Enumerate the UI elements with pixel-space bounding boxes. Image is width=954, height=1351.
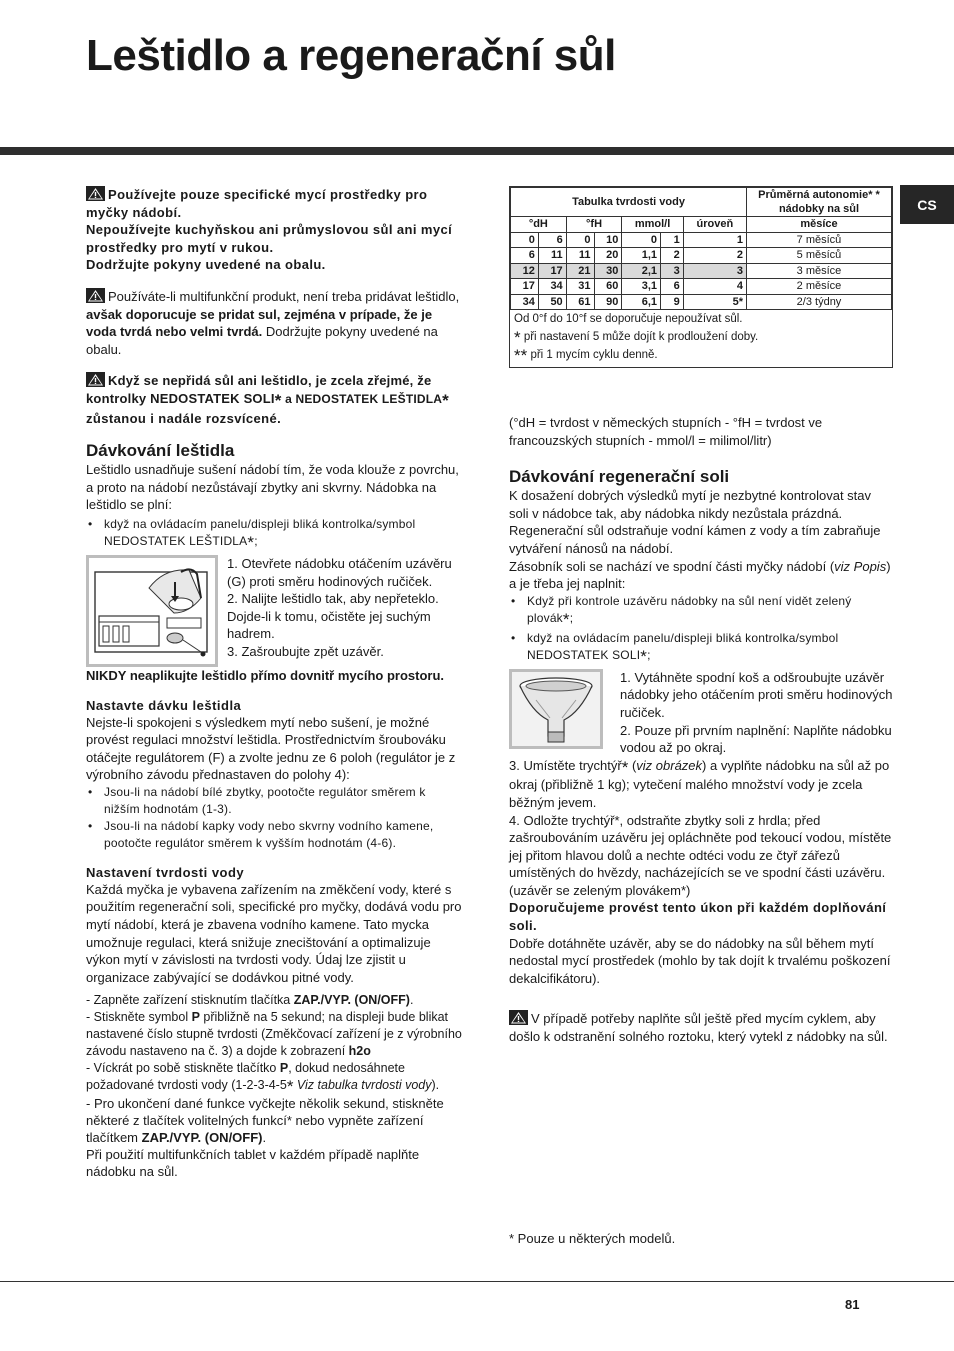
asterisk: * [562,609,570,629]
warning-icon [86,288,105,303]
multifunction-text-a: Používáte-li multifunkční produkt, není treba pridávat leštidlo, [108,288,460,304]
cell: 6 [661,279,684,295]
punctuation: ; [254,533,258,548]
cell: 0 [622,232,661,248]
cell: 1 [683,232,746,248]
rinse-aid-dose-heading: Nastavte dávku leštidla [86,697,242,713]
cell: 31 [566,279,594,295]
cell: 34 [538,279,566,295]
button-name: ZAP./VYP. (ON/OFF) [141,1130,263,1146]
col-fh: °fH [566,217,622,233]
cell: 11 [538,248,566,264]
cell: 50 [538,294,566,310]
col-months: měsíce [747,217,892,233]
warning-icon [509,1010,528,1025]
warning-text-3: Dodržujte pokyny uvedené na obalu. [86,257,326,273]
cell: 11 [566,248,594,264]
asterisk: * [640,646,648,666]
cell: 17 [538,263,566,279]
funnel-drawing [512,672,600,746]
right-column [509,186,893,1046]
cell: 0 [566,232,594,248]
salt-instructions [509,669,893,757]
footnote: * Pouze u některých modelů. [509,1231,676,1246]
asterisk: * [286,1077,294,1097]
asterisk: * [514,328,521,347]
cell: 2 [683,248,746,264]
punctuation: ( [628,757,637,773]
list-item: • Jsou-li na nádobí kapky vody nebo skvrny vodního kamene, pootočte regulátor směrem k vyšším hodnotám (4-6). [86,818,463,852]
salt-heading: Dávkování regenerační soli [509,467,730,487]
button-name: ZAP./VYP. (ON/OFF) [293,993,410,1008]
cell: 30 [594,263,622,279]
cell: 2 [661,248,684,264]
step-text: - Zapněte zařízení stisknutím tlačítka [86,993,294,1008]
step-text: - Stiskněte symbol [86,1010,192,1025]
cell: 5 měsíců [747,248,892,264]
col-level: úroveň [683,217,746,233]
salt-recommendation: Doporučujeme provést tento úkon při každém doplňování soli. [509,900,887,934]
salt-conditions-list [509,593,893,665]
cell: 6,1 [622,294,661,310]
cell: 10 [594,232,622,248]
rinse-aid-instructions [86,555,463,667]
water-hardness-heading: Nastavení tvrdosti vody [86,864,245,880]
warning-detergents [86,186,463,274]
table-row-highlighted [511,263,892,279]
punctuation: . [262,1130,267,1146]
table-note: při nastavení 5 může dojít k prodloužení doby. [523,331,759,343]
cell: 20 [594,248,622,264]
asterisk: * [247,532,255,552]
asterisk: ** [514,346,528,365]
rinse-aid-bullet: když na ovládacím panelu/displeji bliká kontrolka/symbol NEDOSTATEK LEŠTIDLA [104,516,416,548]
multifunction-tablets-note: Při použití multifunkčních tablet v každém případě naplňte nádobku na sůl. [86,1147,420,1180]
table-row [511,248,892,264]
water-hardness-text: Každá myčka je vybavena zařízením na změkčení vody, které s použitím regenerační soli, specifické pro myčky, dodává vodu pro mytí nádobí, která je zbavena vodního kamene. Tato mycka umožnuje regulaci, která snižuje znecištování a optimalizuje výkon mytí v závislosti na tvrdosti vody. Údaj lze zjistit u organizace zabývající se dodávkou pitné vody. [86,881,462,985]
multifunction-text-c: Dodržujte pokyny uvedené na obalu. [86,324,438,357]
water-hardness-table-box [509,186,893,368]
rinse-aid-dispenser-illustration [86,555,218,667]
rinse-aid-heading: Dávkování leštidla [86,441,235,461]
rinse-aid-list [86,516,463,551]
rinse-aid-dose-list [86,784,463,852]
cell: 1,1 [622,248,661,264]
warning-text-2: Nepoužívejte kuchyňskou ani průmyslovou sůl ani mycí prostředky pro mytí v rukou. [86,222,453,255]
cell: 0 [511,232,539,248]
list-item [509,593,893,628]
table-reference: Viz tabulka tvrdosti vody [293,1078,432,1093]
salt-close-cap-note: Dobře dotáhněte uzávěr, aby se do nádobky na sůl během mytí nedostal mycí prostředek (mohlo by tak dojít k trvalému poškození dekalcifikátoru). [509,935,891,986]
table-notes [510,310,892,367]
cell: 34 [511,294,539,310]
dispenser-drawing [89,558,215,664]
asterisk: * [442,390,449,410]
warning-icon [86,186,105,201]
cell: 3 [683,263,746,279]
left-column [86,186,463,1180]
warning-text-1: Používejte pouze specifické mycí prostředky pro myčky nádobí. [86,187,428,220]
page-title: Leštidlo a regenerační sůl [86,31,616,80]
cell: 4 [683,279,746,295]
table-title: Tabulka tvrdosti vody [511,188,747,217]
cell: 90 [594,294,622,310]
table-note: při 1 mycím cyklu denně. [530,349,658,361]
display-code: h2o [348,1044,371,1059]
punctuation: ; [569,610,574,625]
asterisk: * [621,757,629,777]
cell: 7 měsíců [747,232,892,248]
page-number: 81 [845,1297,860,1312]
cell: 2/3 týdny [747,294,892,310]
language-tab: CS [900,185,954,224]
cell: 21 [566,263,594,279]
list-item [509,630,893,665]
salt-condition: Když při kontrole uzávěru nádobky na sůl není vidět zelený plovák [527,593,852,625]
punctuation: ). [431,1078,440,1093]
salt-intro-end: ) a je třeba jej naplnit: [509,558,891,592]
water-hardness-table [510,187,892,310]
step-text: , dokud nedosáhnete požadované tvrdosti vody (1-2-3-4-5 [86,1061,405,1093]
description-reference: viz Popis [834,558,887,574]
cell: 3 měsíce [747,263,892,279]
salt-step-4: 4. Odložte trychtýř*, odstraňte zbytky soli z hrdla; před zašroubováním uzávěru jej opláchněte pod tekoucí vodou, místěte jej přitom hlavou dolů a nechte odtéci vodu ze čtyř zářezů umístěných do hvězdy, nacházejících se ve spodní části uzávěru. (uzávěr se zeleným plovákem*) [509,812,892,898]
salt-intro: K dosažení dobrých výsledků mytí je nezbytné kontrolovat stav soli v nádobce tak, aby nádobka nikdy nezůstala prázdná. Regenerační sůl odstraňuje vodní kámen z vody a tím zabraňuje vytváření nánosů na nádobí. Zásobník soli se nachází ve spodní části myčky nádobí ( [509,488,881,574]
table-row [511,294,892,310]
rinse-aid-intro: Leštidlo usnadňuje sušení nádobí tím, že voda klouže z povrchu, a proto na nádobí nezůstávají zbytky ani skvrny. Nádobka na leštidlo se plní: [86,462,459,513]
col-mmol: mmol/l [622,217,683,233]
cell: 60 [594,279,622,295]
salt-step-3-text: ) a vyplňte nádobku na sůl až po okraj (přibližně 1 kg); vytečení malého množství vody je zcela běžným jevem. [509,757,890,810]
warning-multifunction [86,288,463,358]
step-text: přibližně na 5 sekund; na displeji bude blikat nastavené číslo stupně tvrdosti (Změkčovací zařízení je z výrobního závodu nastaveno na č. 3) a dojde k zobrazení [86,1010,462,1059]
rinse-aid-never-warning: NIKDY neaplikujte leštidlo přímo dovnitř mycího prostoru. [86,667,445,683]
salt-step-3: 3. Umístěte trychtýř [509,757,622,773]
list-item: • Jsou-li na nádobí bílé zbytky, pootočte regulátor směrem k nižším hodnotám (1-3). [86,784,463,818]
cell: 3 [661,263,684,279]
cell: 6 [538,232,566,248]
salt-funnel-illustration [509,669,603,749]
punctuation: . [409,993,414,1008]
col-dh: °dH [511,217,567,233]
step-text: - Pro ukončení dané funkce vyčkejte několik sekund, stiskněte některé z tlačítek volitelných funkcí* nebo vypněte zařízení tlačítkem [86,1096,444,1146]
warning-indicators [86,372,463,427]
indicators-text-a: Když se nepřidá sůl ani leštidlo, je zcela zřejmé, že kontrolky NEDOSTATEK SOLI [86,373,432,406]
footer-rule [0,1281,954,1282]
cell: 9 [661,294,684,310]
table-note: Od 0°f do 10°f se doporučuje nepoužívat sůl. [514,313,743,325]
punctuation: ; [647,647,651,662]
cell: 17 [511,279,539,295]
cell: 12 [511,263,539,279]
rinse-aid-dose-text: Nejste-li spokojeni s výsledkem mytí nebo sušení, je možné provést regulaci množství leštidla. Prostřednictvím šroubováku otáčejte regulátorem (F) a zvolte jednu ze 6 poloh (regulátor je z výrobního závodu přednastaven do polohy 4): [86,714,456,783]
cell: 3,1 [622,279,661,295]
cell: 5* [683,294,746,310]
cell: 1 [661,232,684,248]
cell: 2,1 [622,263,661,279]
cell: 6 [511,248,539,264]
step-text: - Víckrát po sobě stiskněte tlačítko [86,1061,280,1076]
table-row [511,232,892,248]
warning-icon [86,372,105,387]
indicators-text-b: a NEDOSTATEK LEŠTIDLA [281,391,443,406]
button-name: P [279,1061,289,1076]
figure-reference: viz obrázek [636,757,703,773]
rinse-aid-steps: 1. Otevřete nádobku otáčením uzávěru (G) proti směru hodinových ručiček. 2. Nalijte leštidlo tak, aby nepřeteklo. Dojde-li k tomu, očistěte jej suchým hadrem. 3. Zašroubujte zpět uzávěr. [227,555,452,659]
indicators-text-c: zůstanou i nadále rozsvícené. [86,410,282,426]
autonomy-header: Průměrná autonomie* * nádobky na sůl [747,188,892,217]
cell: 2 měsíce [747,279,892,295]
salt-steps-1-2: 1. Vytáhněte spodní koš a odšroubujte uzávěr nádobky jeho otáčením proti směru hodinových ručiček. 2. Pouze při prvním naplnění: Naplňte nádobku vodou až po okraj. [620,669,893,756]
salt-condition: když na ovládacím panelu/displeji bliká kontrolka/symbol NEDOSTATEK SOLI [527,630,839,662]
salt-warning [509,1010,893,1045]
multifunction-text-b: avšak doporucuje se pridat sul, zejména v prípade, že je voda tvrdá nebo velmi tvrdá. [86,306,433,340]
salt-warning-text: V případě potřeby naplňte sůl ještě před mycím cyklem, aby došlo k odstranění solného roztoku, který vytekl z nádobky na sůl. [509,1011,888,1045]
cell: 61 [566,294,594,310]
table-row [511,279,892,295]
hardness-units-note: (°dH = tvrdost v německých stupních - °fH = tvrdost ve francouzských stupních - mmol/l = milimol/litr) [509,415,823,448]
button-name: P [191,1010,200,1025]
header-rule [0,147,954,155]
asterisk: * [274,390,282,410]
hardness-steps [86,992,463,1180]
list-item [86,516,463,551]
